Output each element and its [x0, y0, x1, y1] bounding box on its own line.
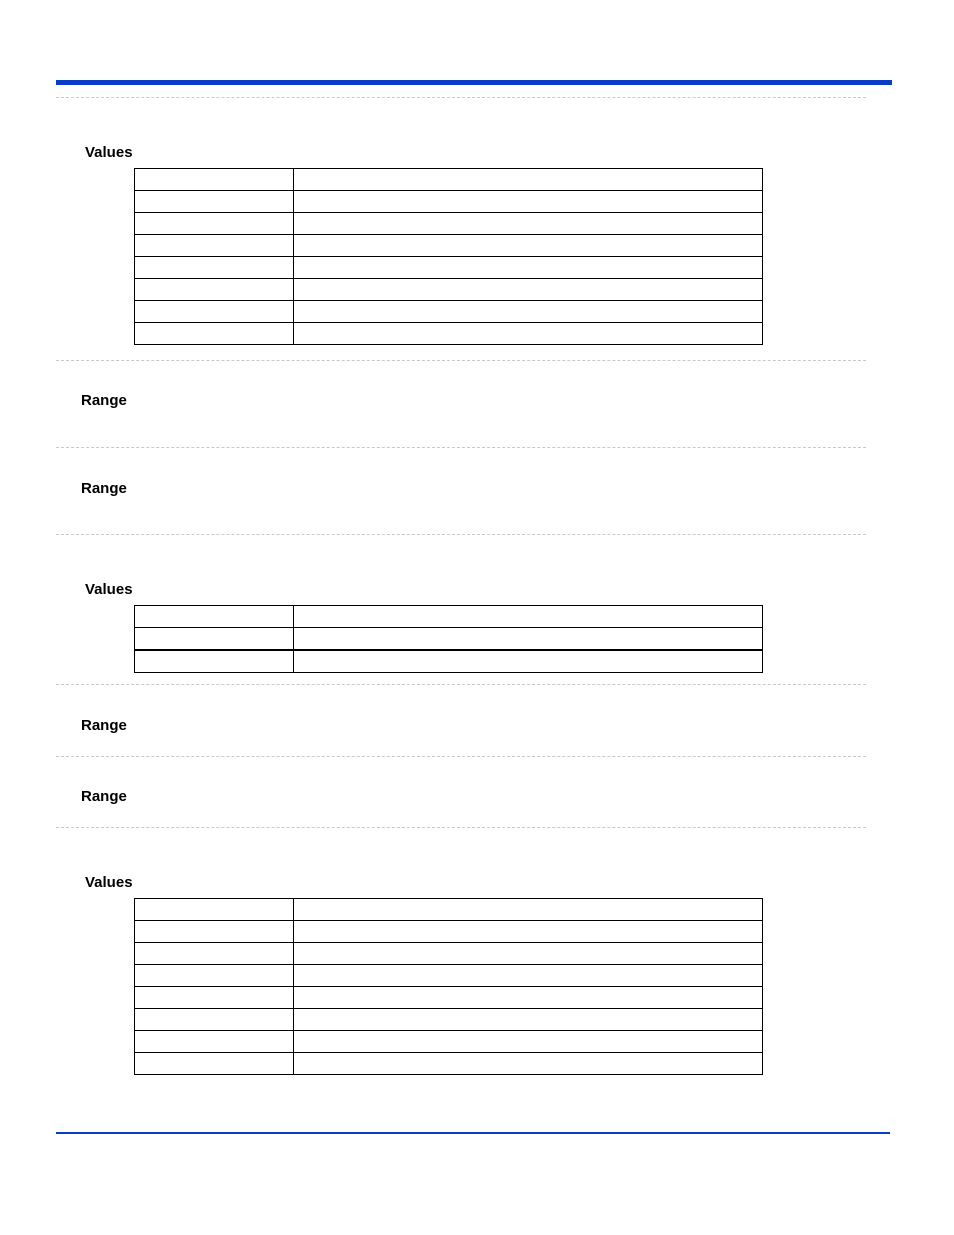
values-label: Values — [85, 874, 133, 891]
table-row — [135, 257, 763, 279]
range-label: Range — [81, 788, 127, 805]
table-row — [135, 965, 763, 987]
table-cell — [135, 169, 294, 191]
section-divider — [56, 534, 866, 535]
table-cell — [135, 191, 294, 213]
table-cell — [294, 191, 763, 213]
values-label: Values — [85, 144, 133, 161]
table-cell — [294, 650, 763, 673]
table-row — [135, 235, 763, 257]
table-cell — [135, 899, 294, 921]
table-cell — [135, 1009, 294, 1031]
table-cell — [135, 628, 294, 651]
header-rule — [56, 80, 892, 85]
table-cell — [294, 1053, 763, 1075]
table-row — [135, 987, 763, 1009]
table-row — [135, 606, 763, 628]
table-cell — [294, 965, 763, 987]
range-label: Range — [81, 717, 127, 734]
range-label: Range — [81, 480, 127, 497]
table-cell — [135, 965, 294, 987]
table-cell — [294, 899, 763, 921]
table-cell — [294, 169, 763, 191]
table-row — [135, 213, 763, 235]
table-cell — [294, 943, 763, 965]
table-cell — [135, 1053, 294, 1075]
table-cell — [135, 257, 294, 279]
section-divider — [56, 97, 866, 98]
values-table — [134, 605, 763, 673]
section-divider — [56, 447, 866, 448]
table-cell — [135, 279, 294, 301]
table-cell — [294, 257, 763, 279]
table-cell — [135, 650, 294, 673]
table-row — [135, 943, 763, 965]
table-cell — [294, 1009, 763, 1031]
table-cell — [294, 279, 763, 301]
table-row — [135, 191, 763, 213]
table-row — [135, 628, 763, 651]
table-row — [135, 301, 763, 323]
footer-rule — [56, 1132, 890, 1134]
table-cell — [294, 213, 763, 235]
values-table — [134, 168, 763, 345]
table-cell — [135, 301, 294, 323]
table-row — [135, 899, 763, 921]
table-row — [135, 921, 763, 943]
section-divider — [56, 827, 866, 828]
values-label: Values — [85, 581, 133, 598]
table-cell — [135, 943, 294, 965]
table-cell — [135, 213, 294, 235]
table-cell — [294, 921, 763, 943]
table-cell — [294, 235, 763, 257]
table-row — [135, 1031, 763, 1053]
table-cell — [135, 606, 294, 628]
table-cell — [294, 987, 763, 1009]
table-row — [135, 169, 763, 191]
table-row — [135, 1053, 763, 1075]
table-row — [135, 1009, 763, 1031]
section-divider — [56, 756, 866, 757]
table-row — [135, 323, 763, 345]
table-cell — [135, 1031, 294, 1053]
table-cell — [135, 921, 294, 943]
table-row — [135, 279, 763, 301]
table-cell — [294, 606, 763, 628]
table-cell — [294, 323, 763, 345]
table-cell — [294, 301, 763, 323]
section-divider — [56, 684, 866, 685]
table-cell — [135, 235, 294, 257]
values-table — [134, 898, 763, 1075]
table-cell — [294, 1031, 763, 1053]
table-cell — [135, 323, 294, 345]
table-cell — [135, 987, 294, 1009]
table-cell — [294, 628, 763, 651]
table-row — [135, 650, 763, 673]
section-divider — [56, 360, 866, 361]
range-label: Range — [81, 392, 127, 409]
